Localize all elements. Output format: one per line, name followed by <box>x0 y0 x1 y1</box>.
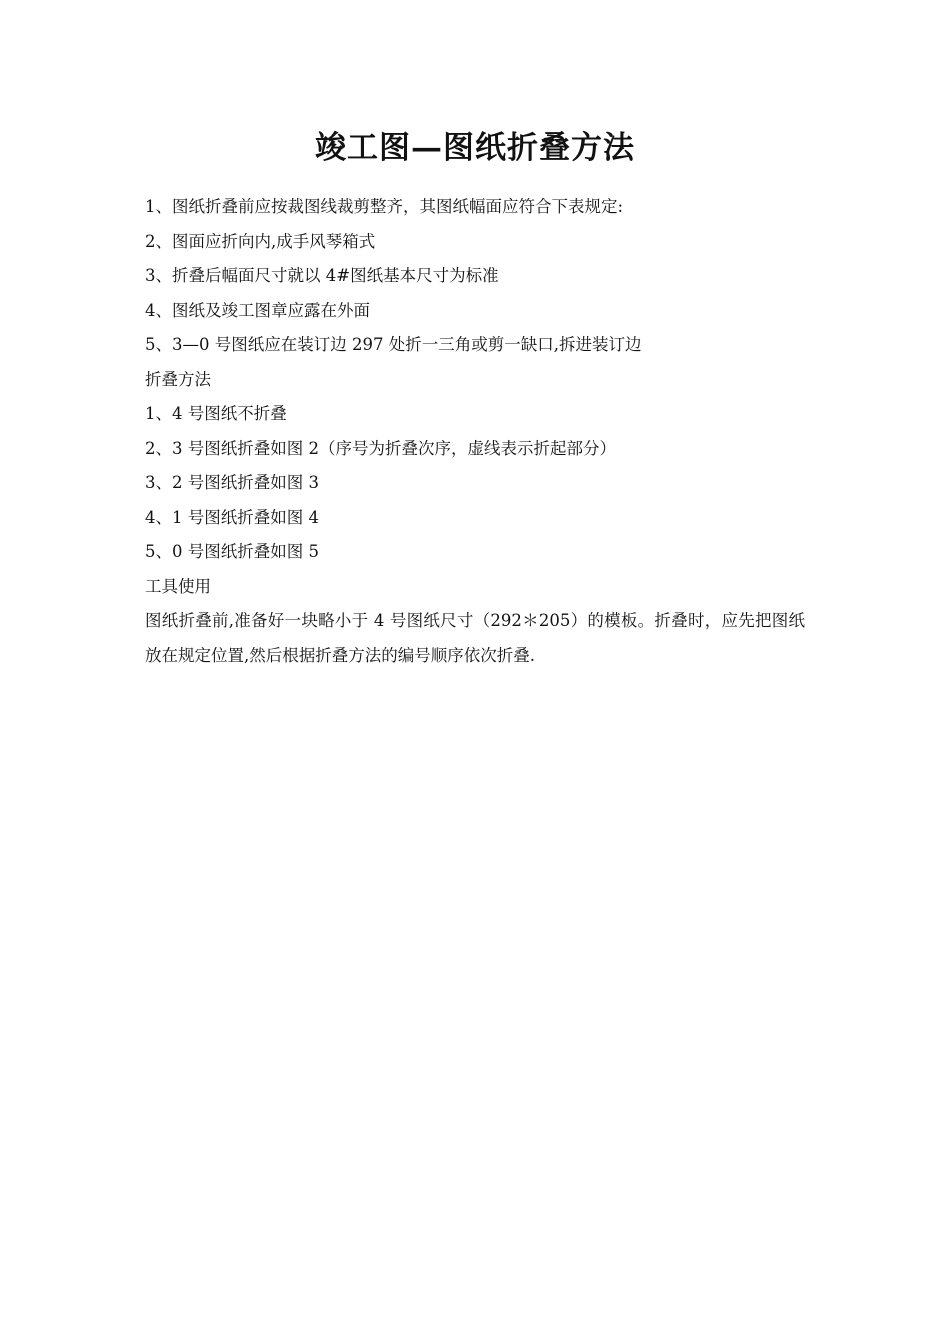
tools-paragraph: 图纸折叠前,准备好一块略小于 4 号图纸尺寸（292＊205）的模板。折叠时，应先把图纸放在规定位置,然后根据折叠方法的编号顺序依次折叠. <box>145 611 805 665</box>
requirement-item-2: 2、图面应折向内,成手风琴箱式 <box>145 231 376 251</box>
method-item-1: 1、4 号图纸不折叠 <box>145 404 287 423</box>
document-body <box>145 190 805 673</box>
method-item-2: 2、3 号图纸折叠如图 2（序号为折叠次序，虚线表示折起部分） <box>145 438 616 458</box>
method-item-4: 4、1 号图纸折叠如图 4 <box>145 507 319 527</box>
document-title: 竣工图—图纸折叠方法 <box>315 130 635 166</box>
method-item-3: 3、2 号图纸折叠如图 3 <box>145 473 319 492</box>
requirement-item-5: 5、3—0 号图纸应在装订边 297 处折一三角或剪一缺口,拆进装订边 <box>145 335 642 354</box>
requirement-item-3: 3、折叠后幅面尺寸就以 4#图纸基本尺寸为标准 <box>145 266 499 285</box>
method-item-5: 5、0 号图纸折叠如图 5 <box>145 542 319 561</box>
requirement-item-1: 1、图纸折叠前应按裁图线裁剪整齐，其图纸幅面应符合下表规定: <box>145 197 624 216</box>
tools-heading: 工具使用 <box>145 576 211 596</box>
method-heading: 折叠方法 <box>145 369 211 389</box>
requirement-item-4: 4、图纸及竣工图章应露在外面 <box>145 300 370 320</box>
